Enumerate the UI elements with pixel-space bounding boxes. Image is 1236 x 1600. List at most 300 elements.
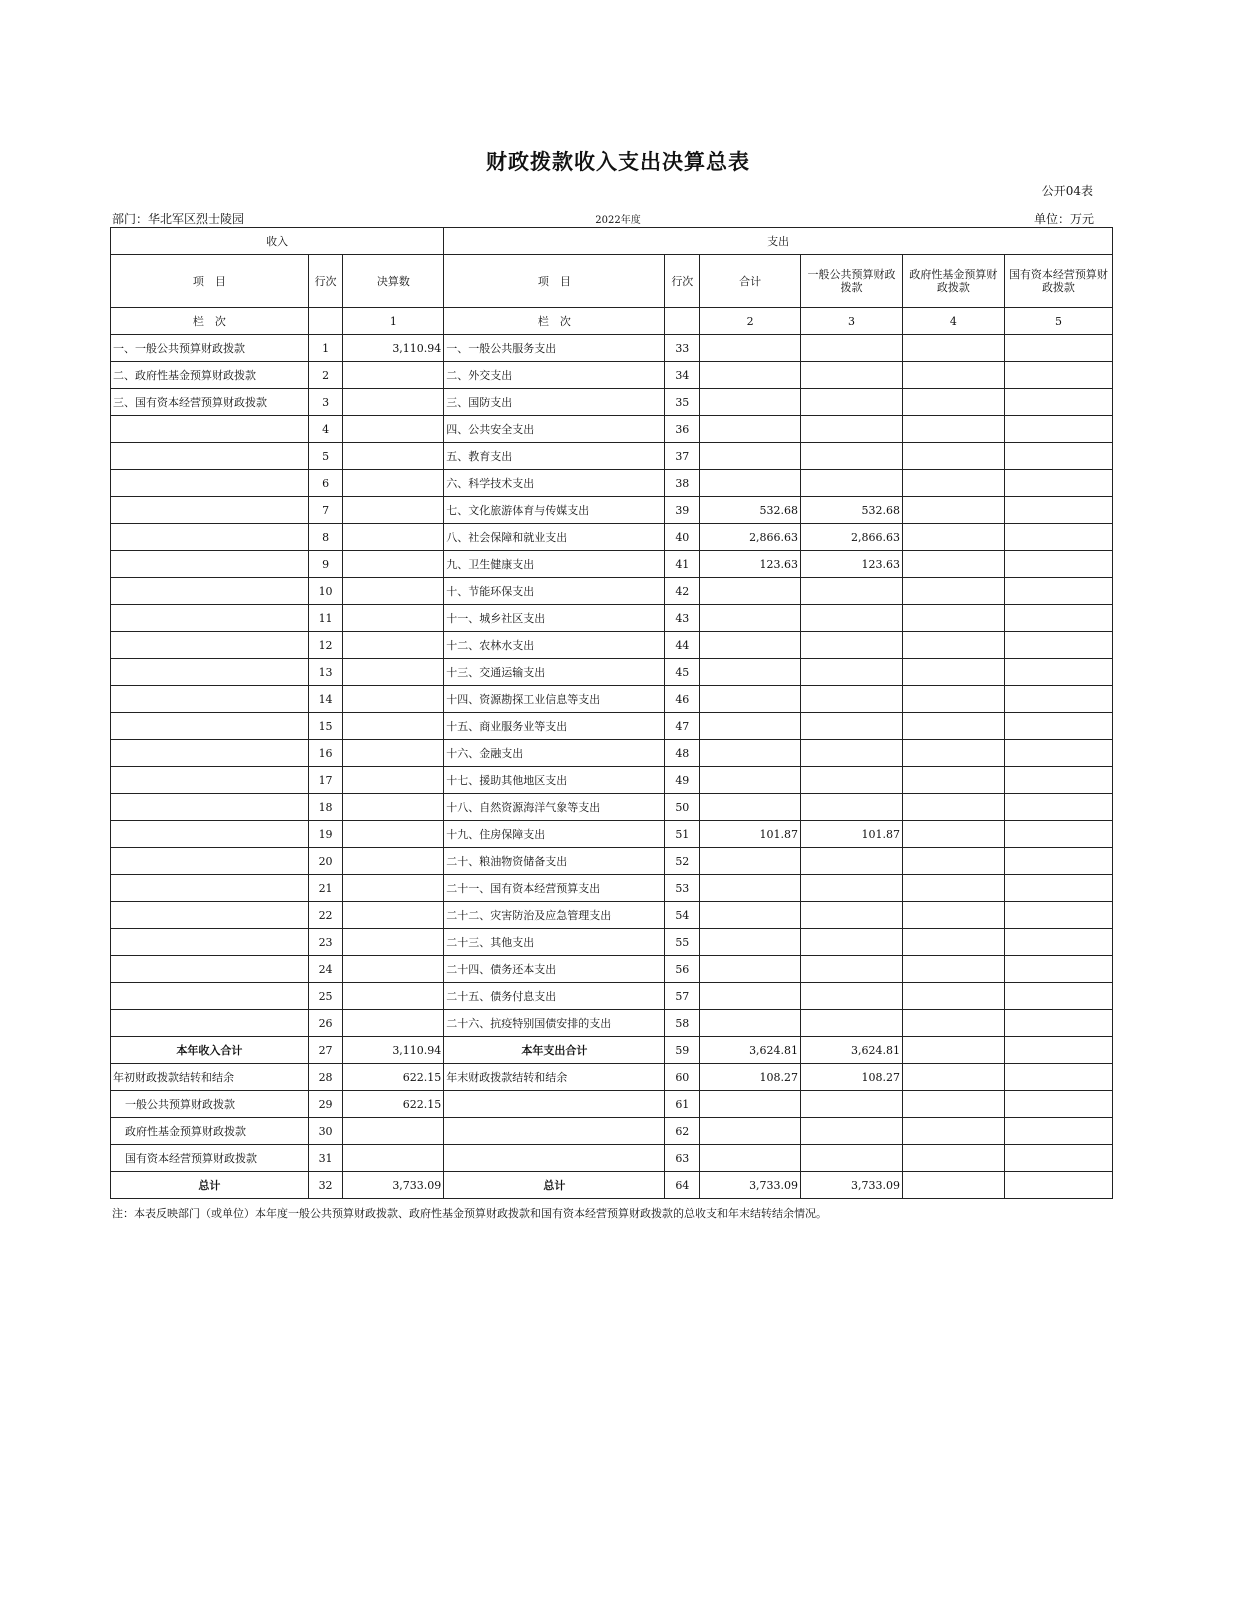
expense-line-no-cell: 41 [665,551,700,578]
gov-fund-amount-cell [902,416,1004,443]
state-capital-header: 国有资本经营预算财政拨款 [1004,255,1112,308]
income-item-cell [111,470,309,497]
income-amount-cell [343,632,444,659]
expense-total-cell [700,1118,801,1145]
income-item-cell [111,659,309,686]
table-row [111,713,1113,740]
state-capital-amount-cell [1004,416,1112,443]
table-row [111,443,1113,470]
expense-total-cell [700,578,801,605]
expense-total-cell [700,713,801,740]
expense-line-no-cell: 39 [665,497,700,524]
table-row [111,551,1113,578]
expense-line-no-cell: 36 [665,416,700,443]
state-capital-amount-cell [1004,1037,1112,1064]
income-line-no-cell: 21 [308,875,343,902]
income-line-no-cell: 15 [308,713,343,740]
expense-line-no-cell: 60 [665,1064,700,1091]
general-budget-amount-cell [801,767,903,794]
expense-line-no-cell: 59 [665,1037,700,1064]
general-budget-amount-cell: 123.63 [801,551,903,578]
state-capital-amount-cell [1004,956,1112,983]
expense-line-no-cell: 43 [665,605,700,632]
general-budget-amount-cell [801,362,903,389]
table-row [111,1145,1113,1172]
income-amount-cell [343,605,444,632]
gov-fund-amount-cell [902,443,1004,470]
income-column-label: 栏 次 [111,308,309,335]
income-amount-cell [343,767,444,794]
expense-line-no-cell: 52 [665,848,700,875]
gov-fund-amount-cell [902,335,1004,362]
general-budget-amount-cell: 2,866.63 [801,524,903,551]
expense-item-cell: 二十四、债务还本支出 [444,956,665,983]
gov-fund-amount-cell [902,1145,1004,1172]
income-line-no-cell: 7 [308,497,343,524]
expense-total-cell: 108.27 [700,1064,801,1091]
expense-total-cell: 3,624.81 [700,1037,801,1064]
gov-fund-amount-cell [902,821,1004,848]
income-line-no-cell: 6 [308,470,343,497]
expense-line-no-cell: 51 [665,821,700,848]
expense-total-cell [700,470,801,497]
gov-fund-amount-cell [902,1091,1004,1118]
state-capital-amount-cell [1004,1064,1112,1091]
income-amount-cell [343,470,444,497]
income-item-cell: 一般公共预算财政拨款 [111,1091,309,1118]
gov-fund-amount-cell [902,956,1004,983]
expense-line-no-cell: 40 [665,524,700,551]
expense-item-cell: 十一、城乡社区支出 [444,605,665,632]
table-row [111,740,1113,767]
state-capital-amount-cell [1004,632,1112,659]
general-budget-amount-cell: 101.87 [801,821,903,848]
expense-line-no-cell: 64 [665,1172,700,1199]
state-capital-amount-cell [1004,389,1112,416]
general-budget-amount-cell [801,794,903,821]
expense-line-no-cell: 61 [665,1091,700,1118]
expense-total-cell [700,1145,801,1172]
income-amount-cell [343,740,444,767]
expense-column-label: 栏 次 [444,308,665,335]
expense-item-cell: 十三、交通运输支出 [444,659,665,686]
empty-cell [308,308,343,335]
income-line-no-cell: 32 [308,1172,343,1199]
income-amount-cell [343,551,444,578]
gov-fund-header: 政府性基金预算财政拨款 [902,255,1004,308]
expense-total-cell: 123.63 [700,551,801,578]
income-item-cell: 政府性基金预算财政拨款 [111,1118,309,1145]
table-row [111,497,1113,524]
income-item-cell [111,821,309,848]
state-capital-amount-cell [1004,551,1112,578]
expense-line-no-cell: 49 [665,767,700,794]
table-row [111,848,1113,875]
income-amount-cell [343,578,444,605]
expense-line-no-cell: 48 [665,740,700,767]
general-budget-amount-cell [801,929,903,956]
gov-fund-amount-cell [902,389,1004,416]
state-capital-amount-cell [1004,578,1112,605]
income-amount-cell [343,686,444,713]
expense-item-cell: 九、卫生健康支出 [444,551,665,578]
income-item-cell [111,686,309,713]
gov-fund-amount-cell [902,524,1004,551]
expense-line-no-cell: 55 [665,929,700,956]
gov-fund-amount-cell [902,1064,1004,1091]
expense-line-no-cell: 63 [665,1145,700,1172]
table-row [111,1010,1113,1037]
income-item-cell: 年初财政拨款结转和结余 [111,1064,309,1091]
income-item-cell: 三、国有资本经营预算财政拨款 [111,389,309,416]
income-line-no-cell: 12 [308,632,343,659]
table-row [111,686,1113,713]
expense-line-no-cell: 50 [665,794,700,821]
gov-fund-amount-cell [902,686,1004,713]
expense-item-cell: 十六、金融支出 [444,740,665,767]
gov-fund-amount-cell [902,983,1004,1010]
table-row [111,578,1113,605]
state-capital-amount-cell [1004,443,1112,470]
page-title: 财政拨款收入支出决算总表 [486,149,750,174]
income-item-cell [111,929,309,956]
income-line-no-cell: 22 [308,902,343,929]
income-line-no-cell: 11 [308,605,343,632]
income-item-cell [111,416,309,443]
income-line-no-cell: 1 [308,335,343,362]
state-capital-amount-cell [1004,929,1112,956]
gov-fund-amount-cell [902,1037,1004,1064]
gov-fund-amount-cell [902,767,1004,794]
income-amount-cell [343,794,444,821]
expense-total-cell [700,956,801,983]
expense-line-no-cell: 44 [665,632,700,659]
income-amount-cell [343,983,444,1010]
expense-total-cell [700,740,801,767]
expense-item-cell: 二十五、债务付息支出 [444,983,665,1010]
state-capital-amount-cell [1004,1145,1112,1172]
income-amount-cell [343,659,444,686]
general-budget-amount-cell [801,1091,903,1118]
table-row [111,956,1113,983]
expense-total-cell [700,983,801,1010]
expense-item-cell: 二十、粮油物资储备支出 [444,848,665,875]
income-item-cell [111,632,309,659]
header-row-columns [111,255,1113,308]
income-line-no-cell: 5 [308,443,343,470]
income-amount-cell [343,821,444,848]
table-row [111,983,1113,1010]
state-capital-amount-cell [1004,497,1112,524]
state-capital-amount-cell [1004,821,1112,848]
expense-total-cell [700,659,801,686]
income-item-cell: 总计 [111,1172,309,1199]
gov-fund-amount-cell [902,713,1004,740]
gov-fund-amount-cell [902,902,1004,929]
expense-item-cell [444,1118,665,1145]
budget-table [110,227,1113,1199]
expense-line-no-cell: 47 [665,713,700,740]
general-budget-amount-cell [801,389,903,416]
income-amount-cell [343,362,444,389]
expense-line-no-cell: 53 [665,875,700,902]
expense-total-cell: 101.87 [700,821,801,848]
general-budget-amount-cell [801,659,903,686]
expense-total-cell [700,362,801,389]
income-amount-cell [343,1118,444,1145]
general-budget-amount-cell [801,713,903,740]
income-line-no-cell: 2 [308,362,343,389]
income-item-cell [111,578,309,605]
expense-item-header: 项 目 [444,255,665,308]
income-line-no-cell: 31 [308,1145,343,1172]
income-amount-header: 决算数 [343,255,444,308]
gov-fund-amount-cell [902,848,1004,875]
income-amount-cell [343,875,444,902]
expense-item-cell: 十五、商业服务业等支出 [444,713,665,740]
year-label: 2022年度 [595,215,641,226]
expense-total-cell [700,605,801,632]
income-item-cell: 二、政府性基金预算财政拨款 [111,362,309,389]
state-capital-amount-cell [1004,470,1112,497]
expense-line-no-cell: 57 [665,983,700,1010]
table-row [111,1037,1113,1064]
state-capital-amount-cell [1004,848,1112,875]
expense-line-no-cell: 35 [665,389,700,416]
state-capital-amount-cell [1004,767,1112,794]
expense-item-cell [444,1091,665,1118]
expense-line-no-cell: 38 [665,470,700,497]
income-item-cell [111,767,309,794]
income-line-no-cell: 10 [308,578,343,605]
table-row [111,767,1113,794]
state-capital-amount-cell [1004,605,1112,632]
general-budget-amount-cell: 3,733.09 [801,1172,903,1199]
gov-fund-amount-cell [902,578,1004,605]
expense-header: 支出 [444,228,1113,255]
table-row [111,1064,1113,1091]
income-item-cell [111,875,309,902]
general-budget-amount-cell [801,470,903,497]
general-budget-amount-cell [801,1145,903,1172]
gov-fund-amount-cell [902,551,1004,578]
general-budget-amount-cell [801,632,903,659]
income-line-no-cell: 20 [308,848,343,875]
state-capital-amount-cell [1004,902,1112,929]
expense-item-cell [444,1145,665,1172]
income-item-header: 项 目 [111,255,309,308]
expense-total-cell [700,848,801,875]
table-row [111,389,1113,416]
general-budget-amount-cell [801,902,903,929]
expense-total-cell [700,794,801,821]
income-item-cell [111,956,309,983]
income-item-cell [111,497,309,524]
expense-line-no-cell: 33 [665,335,700,362]
footnote: 注：本表反映部门（或单位）本年度一般公共预算财政拨款、政府性基金预算财政拨款和国有资本经营预算财政拨款的总收支和年末结转结余情况。 [112,1207,827,1220]
expense-item-cell: 十四、资源勘探工业信息等支出 [444,686,665,713]
col-index-3: 3 [801,308,903,335]
expense-item-cell: 六、科学技术支出 [444,470,665,497]
gov-fund-amount-cell [902,1010,1004,1037]
general-budget-amount-cell [801,686,903,713]
expense-item-cell: 四、公共安全支出 [444,416,665,443]
income-item-cell [111,1010,309,1037]
general-budget-amount-cell [801,443,903,470]
general-budget-amount-cell: 3,624.81 [801,1037,903,1064]
income-item-cell [111,983,309,1010]
general-budget-amount-cell [801,335,903,362]
income-item-cell: 本年收入合计 [111,1037,309,1064]
expense-total-cell: 3,733.09 [700,1172,801,1199]
gov-fund-amount-cell [902,470,1004,497]
expense-item-cell: 十八、自然资源海洋气象等支出 [444,794,665,821]
income-amount-cell [343,902,444,929]
general-budget-amount-cell [801,956,903,983]
state-capital-amount-cell [1004,740,1112,767]
state-capital-amount-cell [1004,362,1112,389]
income-item-cell [111,443,309,470]
empty-cell [665,308,700,335]
expense-total-cell [700,686,801,713]
expense-item-cell: 八、社会保障和就业支出 [444,524,665,551]
state-capital-amount-cell [1004,335,1112,362]
income-line-no-cell: 3 [308,389,343,416]
table-row [111,632,1113,659]
expense-total-cell [700,416,801,443]
expense-item-cell: 本年支出合计 [444,1037,665,1064]
table-row [111,1118,1113,1145]
gov-fund-amount-cell [902,740,1004,767]
expense-total-cell [700,875,801,902]
table-row [111,470,1113,497]
expense-total-header: 合计 [700,255,801,308]
col-index-2: 2 [700,308,801,335]
income-line-no-cell: 13 [308,659,343,686]
general-budget-amount-cell [801,740,903,767]
general-budget-amount-cell [801,875,903,902]
expense-item-cell: 二十一、国有资本经营预算支出 [444,875,665,902]
income-header: 收入 [111,228,444,255]
form-number: 公开04表 [1041,184,1093,198]
col-index-5: 5 [1004,308,1112,335]
income-amount-cell [343,416,444,443]
income-amount-cell: 3,110.94 [343,335,444,362]
income-item-cell [111,551,309,578]
gov-fund-amount-cell [902,929,1004,956]
table-row [111,1091,1113,1118]
income-amount-cell [343,524,444,551]
income-line-no-cell: 18 [308,794,343,821]
income-item-cell [111,794,309,821]
general-budget-header: 一般公共预算财政拨款 [801,255,903,308]
expense-line-no-cell: 45 [665,659,700,686]
column-index-row [111,308,1113,335]
expense-item-cell: 二十二、灾害防治及应急管理支出 [444,902,665,929]
table-row [111,362,1113,389]
income-item-cell [111,848,309,875]
state-capital-amount-cell [1004,1010,1112,1037]
income-amount-cell: 3,110.94 [343,1037,444,1064]
income-amount-cell [343,1145,444,1172]
expense-item-cell: 总计 [444,1172,665,1199]
expense-line-no-cell: 56 [665,956,700,983]
income-line-no-cell: 9 [308,551,343,578]
gov-fund-amount-cell [902,875,1004,902]
state-capital-amount-cell [1004,875,1112,902]
header-row-sections [111,228,1113,255]
income-line-no-cell: 29 [308,1091,343,1118]
col-index-4: 4 [902,308,1004,335]
table-row [111,929,1113,956]
expense-line-no-cell: 62 [665,1118,700,1145]
income-amount-cell [343,956,444,983]
expense-line-no-cell: 34 [665,362,700,389]
income-amount-cell [343,929,444,956]
expense-total-cell [700,632,801,659]
general-budget-amount-cell: 532.68 [801,497,903,524]
income-amount-cell [343,497,444,524]
general-budget-amount-cell [801,578,903,605]
unit-label: 单位：万元 [1033,212,1094,226]
state-capital-amount-cell [1004,713,1112,740]
income-line-no-cell: 19 [308,821,343,848]
table-row [111,875,1113,902]
general-budget-amount-cell [801,848,903,875]
state-capital-amount-cell [1004,1091,1112,1118]
gov-fund-amount-cell [902,497,1004,524]
expense-item-cell: 二、外交支出 [444,362,665,389]
expense-line-no-cell: 46 [665,686,700,713]
expense-line-no-cell: 58 [665,1010,700,1037]
expense-item-cell: 十、节能环保支出 [444,578,665,605]
income-item-cell [111,605,309,632]
expense-item-cell: 五、教育支出 [444,443,665,470]
col-index-1: 1 [343,308,444,335]
expense-item-cell: 年末财政拨款结转和结余 [444,1064,665,1091]
income-amount-cell [343,389,444,416]
state-capital-amount-cell [1004,686,1112,713]
expense-item-cell: 三、国防支出 [444,389,665,416]
table-row [111,416,1113,443]
table-row [111,1172,1113,1199]
expense-total-cell [700,902,801,929]
income-line-no-cell: 27 [308,1037,343,1064]
table-row [111,659,1113,686]
table-row [111,335,1113,362]
expense-line-no-header: 行次 [665,255,700,308]
expense-item-cell: 十七、援助其他地区支出 [444,767,665,794]
expense-item-cell: 二十三、其他支出 [444,929,665,956]
income-amount-cell: 622.15 [343,1091,444,1118]
expense-item-cell: 七、文化旅游体育与传媒支出 [444,497,665,524]
table-row [111,605,1113,632]
gov-fund-amount-cell [902,1118,1004,1145]
expense-total-cell [700,1010,801,1037]
state-capital-amount-cell [1004,794,1112,821]
expense-total-cell [700,389,801,416]
general-budget-amount-cell [801,1118,903,1145]
gov-fund-amount-cell [902,362,1004,389]
gov-fund-amount-cell [902,794,1004,821]
income-amount-cell [343,1010,444,1037]
table-row [111,821,1113,848]
expense-total-cell: 2,866.63 [700,524,801,551]
expense-total-cell [700,335,801,362]
income-amount-cell: 622.15 [343,1064,444,1091]
gov-fund-amount-cell [902,605,1004,632]
income-line-no-header: 行次 [308,255,343,308]
